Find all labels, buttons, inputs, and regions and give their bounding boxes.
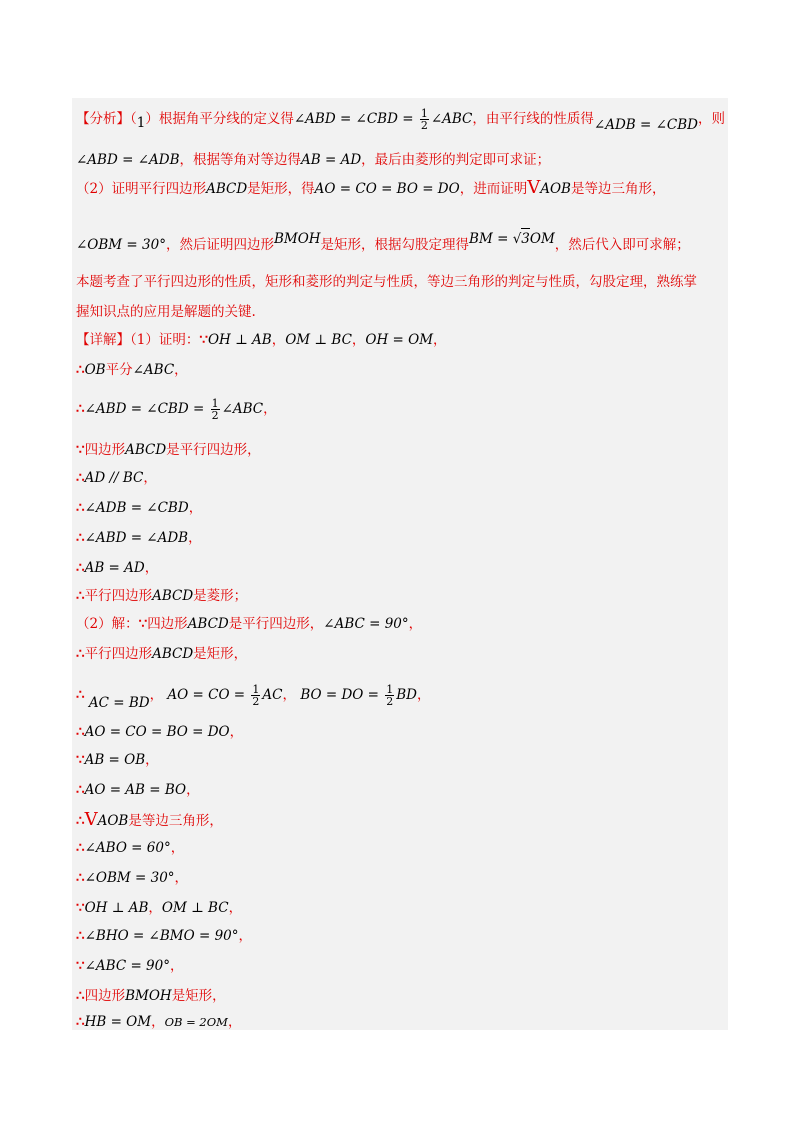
analysis-line-4: ∠OBM = 30°，然后证明四边形BMOH是矩形，根据勾股定理得BM = √3OM，然后代入即可求解；: [76, 228, 730, 255]
analysis-label: 【分析】: [76, 111, 130, 127]
detail-line-15: ∴AO = AB = BO，: [76, 782, 200, 798]
detail-line-20: ∴∠BHO = ∠BMO = 90°，: [76, 928, 253, 944]
analysis-line-2: ∠ABD = ∠ADB，根据等角对等边得AB = AD，最后由菱形的判定即可求证；: [76, 152, 551, 168]
fraction-half: $\frac{1}{2}$: [386, 683, 394, 708]
detail-line-6: ∴∠ADB = ∠CBD，: [76, 500, 203, 516]
triangle-symbol: V: [527, 177, 541, 198]
detail-line-3: ∴∠ABD = ∠CBD = $\frac{1}{2}$ ∠ABC，: [76, 397, 277, 422]
sqrt-expression: BM = √3OM: [469, 231, 555, 247]
detail-line-9: ∴平行四边形ABCD是菱形；: [76, 588, 248, 604]
detail-line-7: ∴∠ABD = ∠ADB，: [76, 530, 202, 546]
detail-line-13: ∴AO = CO = BO = DO，: [76, 724, 244, 740]
detail-line-2: ∴OB平分∠ABC，: [76, 362, 188, 378]
detail-line-19: ∵OH ⊥ AB，OM ⊥ BC，: [76, 900, 243, 916]
detail-line-16: ∴VAOB是等边三角形，: [76, 809, 223, 830]
fraction-half: $\frac{1}{2}$: [211, 397, 219, 422]
detail-line-14: ∵AB = OB，: [76, 752, 159, 768]
fraction-half: $\frac{1}{2}$: [252, 683, 260, 708]
detail-line-23: ∴HB = OM，OB = 2OM，: [76, 1014, 242, 1030]
detail-line-8: ∴AB = AD，: [76, 560, 159, 576]
analysis-line-5: 本题考查了平行四边形的性质，矩形和菱形的判定与性质，等边三角形的判定与性质，勾股定理，熟练掌: [76, 274, 697, 290]
triangle-symbol: V: [84, 809, 98, 830]
therefore-symbol: ∴: [76, 362, 85, 378]
detail-line-12: ∴ AC = BD， AO = CO = $\frac{1}{2}$ AC， BO = DO = $\frac{1}{2}$ BD，: [76, 683, 431, 711]
analysis-line-1: 【分析】（1）根据角平分线的定义得∠ABD = ∠CBD = $\frac{1}{2}$ ∠ABC，由平行线的性质得∠ADB = ∠CBD，则: [76, 107, 725, 133]
analysis-line-3: （2）证明平行四边形ABCD是矩形，得AO = CO = BO = DO，进而证明VAOB是等边三角形，: [76, 177, 666, 198]
detail-label: 【详解】: [76, 332, 130, 348]
because-symbol: ∵: [199, 332, 208, 348]
detail-line-18: ∴∠OBM = 30°，: [76, 870, 189, 886]
detail-line-21: ∵∠ABC = 90°，: [76, 958, 184, 974]
analysis-line-6: 握知识点的应用是解题的关键.: [76, 304, 256, 320]
detail-line-5: ∴AD // BC，: [76, 470, 157, 486]
detail-line-11: ∴平行四边形ABCD是矩形，: [76, 646, 248, 662]
fraction-half: $\frac{1}{2}$: [420, 107, 428, 132]
detail-line-22: ∴四边形BMOH是矩形，: [76, 988, 226, 1004]
detail-line-1: 【详解】（1）证明：∵OH ⊥ AB，OM ⊥ BC，OH = OM，: [76, 332, 447, 348]
detail-line-10: （2）解：∵四边形ABCD是平行四边形，∠ABC = 90°，: [76, 616, 423, 632]
detail-line-17: ∴∠ABO = 60°，: [76, 840, 185, 856]
detail-line-4: ∵四边形ABCD是平行四边形，: [76, 442, 261, 458]
